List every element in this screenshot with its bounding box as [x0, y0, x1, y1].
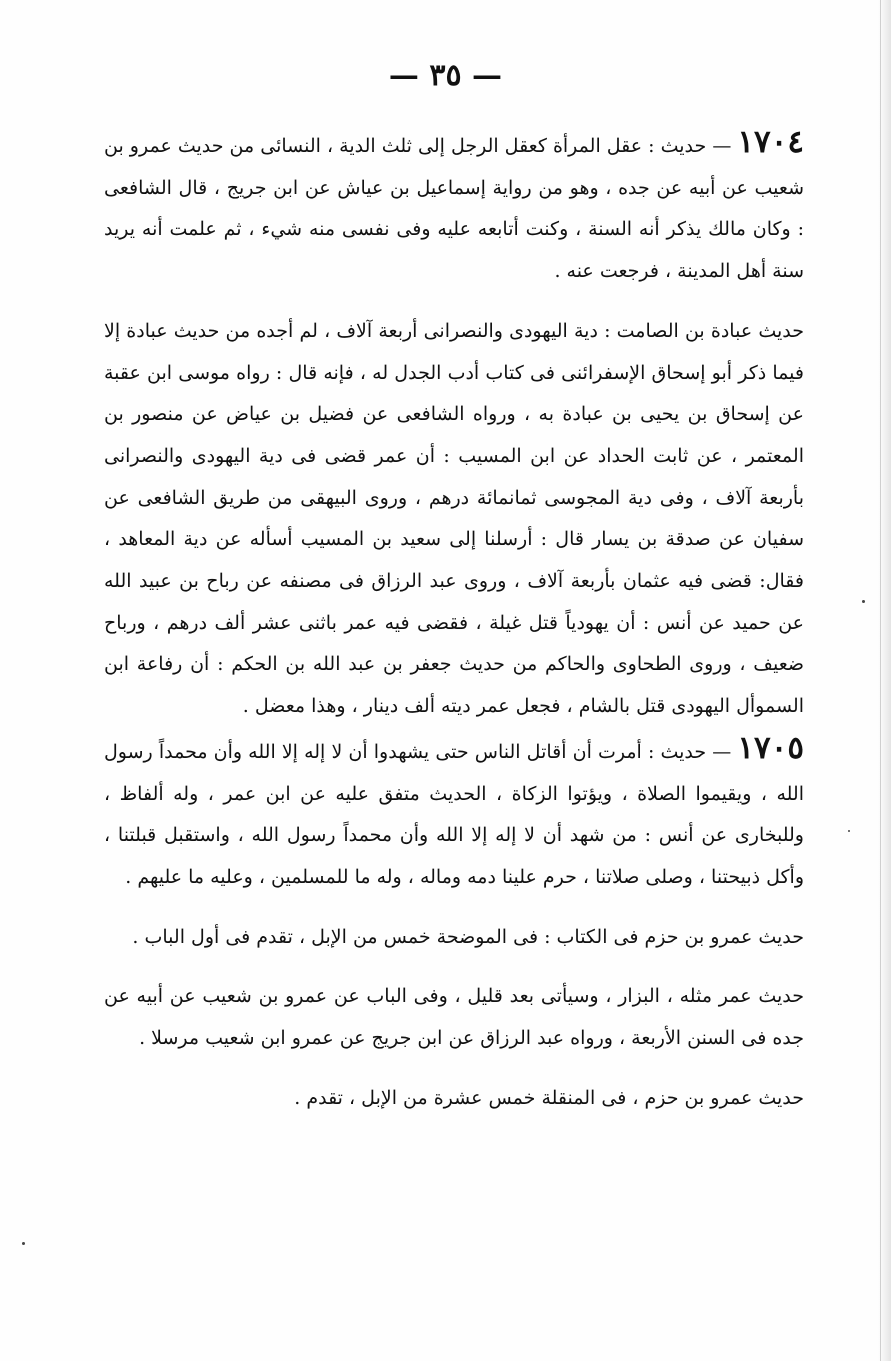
ink-speck [22, 1242, 25, 1245]
hadith-text: حديث عمر مثله ، البزار ، وسيأتى بعد قليل ، وفى الباب عن عمرو بن شعيب عن أبيه عن جده فى السنن الأربعة ، ورواه عبد الرزاق عن ابن جريج عن عمرو ابن شعيب مرسلا . [104, 985, 804, 1050]
hadith-text: حديث عمرو بن حزم فى الكتاب : فى الموضحة خمس من الإبل ، تقدم فى أول الباب . [132, 925, 804, 948]
hadith-entry-1704 [104, 122, 804, 293]
hadith-text: حديث عمرو بن حزم ، فى المنقلة خمس عشرة من الإبل ، تقدم . [294, 1086, 804, 1109]
page-body [104, 122, 804, 1119]
hadith-entry-1705 [104, 728, 804, 899]
hadith-number: ١٧٠٥ [737, 729, 805, 766]
ink-speck [862, 600, 865, 603]
hadith-text: — حديث : عقل المرأة كعقل الرجل إلى ثلث الدية ، النسائى من حديث عمرو بن شعيب عن أبيه عن جده ، وهو من رواية إسماعيل بن عياش عن ابن جريج ، قال الشافعى : وكان مالك يذكر أنه السنة ، وكنت أتابعه عليه وفى نفسى منه شيء ، ثم علمت أنه يريد سنة أهل المدينة ، فرجعت عنه . [104, 135, 804, 283]
hadith-text: — حديث : أمرت أن أقاتل الناس حتى يشهدوا أن لا إله إلا الله وأن محمداً رسول الله ، ويقيموا الصلاة ، ويؤتوا الزكاة ، الحديث متفق عليه عن ابن عمر ، وله ألفاظ ، وللبخارى عن أنس : من شهد أن لا إله إلا الله وأن محمداً رسول الله ، واستقبل قبلتنا ، وأكل ذبيحتنا ، وصلى صلاتنا ، حرم علينا دمه وماله ، وله ما للمسلمين ، وعليه ما عليهم . [104, 740, 804, 888]
page-number: — ٣٥ — [388, 58, 503, 93]
hadith-text: حديث عبادة بن الصامت : دية اليهودى والنصرانى أربعة آلاف ، لم أجده من حديث عبادة إلا فيما ذكر أبو إسحاق الإسفرائنى فى كتاب أدب الجدل له ، فإنه قال : رواه موسى ابن عقبة عن إسحاق بن يحيى بن عبادة به ، ورواه الشافعى عن فضيل بن عياض عن منصور بن المعتمر ، عن ثابت الحداد عن ابن المسيب : أن عمر قضى فى دية اليهودى والنصرانى بأربعة آلاف ، وفى دية المجوسى ثمانمائة درهم ، وروى البيهقى من طريق الشافعى عن سفيان عن صدقة بن يسار قال : أرسلنا إلى سعيد بن المسيب أسأله عن دية المعاهد ، فقال: قضى فيه عثمان بأربعة آلاف ، وروى عبد الرزاق فى مصنفه عن رباح بن عبيد الله عن حميد عن أنس : أن يهودياً قتل غيلة ، فقضى فيه عمر باثنى عشر ألف درهم ، ورباح ضعيف ، وروى الطحاوى والحاكم من حديث جعفر بن عبد الله بن الحكم : أن رفاعة ابن السموأل اليهودى قتل بالشام ، فجعل عمر ديته ألف دينار ، وهذا معضل . [104, 319, 804, 718]
ink-speck [848, 830, 850, 832]
hadith-entry-munaqqila [104, 1078, 804, 1120]
page-edge-shadow [877, 0, 891, 1361]
hadith-entry-amr-ibn-hazm [104, 917, 804, 959]
hadith-number: ١٧٠٤ [737, 124, 804, 160]
hadith-entry-umar [104, 976, 804, 1059]
hadith-entry-ubada [104, 311, 804, 728]
